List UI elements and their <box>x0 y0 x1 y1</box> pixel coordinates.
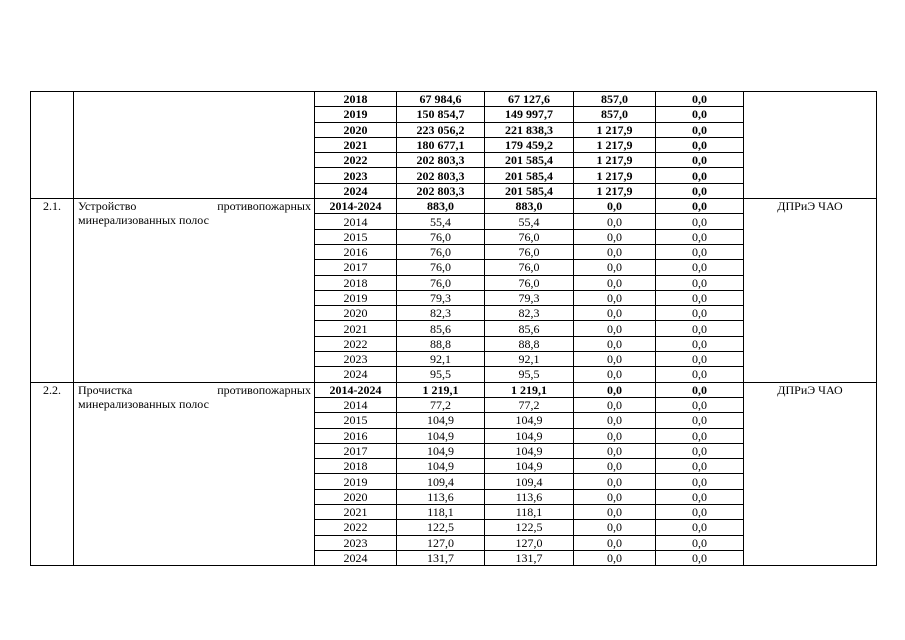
okrug-budget-cell: 131,7 <box>485 550 574 565</box>
total-cell: 79,3 <box>397 290 485 305</box>
year-cell: 2024 <box>315 550 397 565</box>
federal-budget-cell: 0,0 <box>574 505 656 520</box>
federal-budget-cell: 1 217,9 <box>574 168 656 183</box>
other-sources-cell: 0,0 <box>656 137 744 152</box>
executor-cell: ДПРиЭ ЧАО <box>744 199 877 383</box>
year-cell: 2020 <box>315 489 397 504</box>
section-total-row <box>31 199 877 214</box>
executor-cell: ДПРиЭ ЧАО <box>744 382 877 566</box>
federal-budget-cell: 1 217,9 <box>574 153 656 168</box>
okrug-budget-cell: 179 459,2 <box>485 137 574 152</box>
federal-budget-cell: 0,0 <box>574 489 656 504</box>
okrug-budget-cell: 55,4 <box>485 214 574 229</box>
federal-budget-cell: 0,0 <box>574 382 656 397</box>
total-cell: 67 984,6 <box>397 92 485 107</box>
total-cell: 180 677,1 <box>397 137 485 152</box>
total-cell: 104,9 <box>397 459 485 474</box>
other-sources-cell: 0,0 <box>656 352 744 367</box>
year-cell: 2018 <box>315 459 397 474</box>
total-cell: 131,7 <box>397 550 485 565</box>
year-cell: 2022 <box>315 153 397 168</box>
year-cell: 2018 <box>315 275 397 290</box>
activity-name-line2: минерализованных полос <box>78 396 209 411</box>
okrug-budget-cell: 79,3 <box>485 290 574 305</box>
federal-budget-cell: 0,0 <box>574 352 656 367</box>
year-cell: 2022 <box>315 520 397 535</box>
other-sources-cell: 0,0 <box>656 107 744 122</box>
federal-budget-cell: 1 217,9 <box>574 183 656 198</box>
total-cell: 104,9 <box>397 413 485 428</box>
other-sources-cell: 0,0 <box>656 382 744 397</box>
year-cell: 2021 <box>315 505 397 520</box>
federal-budget-cell: 0,0 <box>574 321 656 336</box>
okrug-budget-cell: 76,0 <box>485 275 574 290</box>
okrug-budget-cell: 104,9 <box>485 428 574 443</box>
okrug-budget-cell: 92,1 <box>485 352 574 367</box>
federal-budget-cell: 0,0 <box>574 413 656 428</box>
other-sources-cell: 0,0 <box>656 260 744 275</box>
activity-name-cell <box>74 92 315 199</box>
other-sources-cell: 0,0 <box>656 367 744 382</box>
okrug-budget-cell: 201 585,4 <box>485 168 574 183</box>
other-sources-cell: 0,0 <box>656 443 744 458</box>
year-cell: 2017 <box>315 260 397 275</box>
table-row <box>31 92 877 107</box>
okrug-budget-cell: 76,0 <box>485 244 574 259</box>
other-sources-cell: 0,0 <box>656 321 744 336</box>
federal-budget-cell: 0,0 <box>574 474 656 489</box>
activity-name-cell <box>74 382 315 566</box>
federal-budget-cell: 0,0 <box>574 306 656 321</box>
section-index: 2.1. <box>31 199 74 383</box>
other-sources-cell: 0,0 <box>656 290 744 305</box>
federal-budget-cell: 0,0 <box>574 336 656 351</box>
total-cell: 109,4 <box>397 474 485 489</box>
year-cell: 2021 <box>315 137 397 152</box>
year-cell: 2015 <box>315 229 397 244</box>
total-cell: 202 803,3 <box>397 183 485 198</box>
section-index: 2.2. <box>31 382 74 566</box>
federal-budget-cell: 0,0 <box>574 428 656 443</box>
year-cell: 2023 <box>315 168 397 183</box>
year-cell: 2017 <box>315 443 397 458</box>
other-sources-cell: 0,0 <box>656 550 744 565</box>
section-total-row <box>31 382 877 397</box>
year-cell: 2019 <box>315 290 397 305</box>
other-sources-cell: 0,0 <box>656 168 744 183</box>
total-cell: 122,5 <box>397 520 485 535</box>
total-cell: 92,1 <box>397 352 485 367</box>
year-cell: 2023 <box>315 535 397 550</box>
activity-name-line2: минерализованных полос <box>78 213 209 228</box>
other-sources-cell: 0,0 <box>656 336 744 351</box>
other-sources-cell: 0,0 <box>656 397 744 412</box>
year-cell: 2018 <box>315 92 397 107</box>
okrug-budget-cell: 201 585,4 <box>485 153 574 168</box>
year-cell: 2020 <box>315 122 397 137</box>
other-sources-cell: 0,0 <box>656 275 744 290</box>
total-cell: 223 056,2 <box>397 122 485 137</box>
federal-budget-cell: 0,0 <box>574 443 656 458</box>
federal-budget-cell: 1 217,9 <box>574 137 656 152</box>
federal-budget-cell: 0,0 <box>574 275 656 290</box>
total-cell: 113,6 <box>397 489 485 504</box>
total-cell: 82,3 <box>397 306 485 321</box>
okrug-budget-cell: 104,9 <box>485 443 574 458</box>
okrug-budget-cell: 127,0 <box>485 535 574 550</box>
other-sources-cell: 0,0 <box>656 199 744 214</box>
other-sources-cell: 0,0 <box>656 122 744 137</box>
federal-budget-cell: 0,0 <box>574 260 656 275</box>
okrug-budget-cell: 221 838,3 <box>485 122 574 137</box>
federal-budget-cell: 0,0 <box>574 520 656 535</box>
total-cell: 202 803,3 <box>397 168 485 183</box>
federal-budget-cell: 0,0 <box>574 397 656 412</box>
year-cell: 2014 <box>315 214 397 229</box>
year-cell: 2019 <box>315 474 397 489</box>
year-cell: 2016 <box>315 244 397 259</box>
other-sources-cell: 0,0 <box>656 306 744 321</box>
federal-budget-cell: 0,0 <box>574 550 656 565</box>
okrug-budget-cell: 76,0 <box>485 229 574 244</box>
okrug-budget-cell: 104,9 <box>485 459 574 474</box>
okrug-budget-cell: 883,0 <box>485 199 574 214</box>
total-cell: 118,1 <box>397 505 485 520</box>
federal-budget-cell: 1 217,9 <box>574 122 656 137</box>
total-cell: 76,0 <box>397 260 485 275</box>
activity-name-line1 <box>78 383 311 397</box>
other-sources-cell: 0,0 <box>656 459 744 474</box>
year-cell: 2019 <box>315 107 397 122</box>
year-cell: 2015 <box>315 413 397 428</box>
other-sources-cell: 0,0 <box>656 229 744 244</box>
okrug-budget-cell: 149 997,7 <box>485 107 574 122</box>
activity-name-word: противопожарных <box>217 382 311 397</box>
federal-budget-cell: 0,0 <box>574 290 656 305</box>
federal-budget-cell: 0,0 <box>574 367 656 382</box>
okrug-budget-cell: 95,5 <box>485 367 574 382</box>
total-cell: 104,9 <box>397 443 485 458</box>
other-sources-cell: 0,0 <box>656 183 744 198</box>
other-sources-cell: 0,0 <box>656 244 744 259</box>
executor-cell <box>744 92 877 199</box>
other-sources-cell: 0,0 <box>656 413 744 428</box>
total-cell: 202 803,3 <box>397 153 485 168</box>
other-sources-cell: 0,0 <box>656 535 744 550</box>
okrug-budget-cell: 104,9 <box>485 413 574 428</box>
total-cell: 1 219,1 <box>397 382 485 397</box>
total-cell: 76,0 <box>397 229 485 244</box>
total-cell: 127,0 <box>397 535 485 550</box>
total-cell: 76,0 <box>397 244 485 259</box>
okrug-budget-cell: 77,2 <box>485 397 574 412</box>
year-cell: 2014-2024 <box>315 199 397 214</box>
index-cell <box>31 92 74 199</box>
okrug-budget-cell: 85,6 <box>485 321 574 336</box>
okrug-budget-cell: 1 219,1 <box>485 382 574 397</box>
total-cell: 104,9 <box>397 428 485 443</box>
total-cell: 55,4 <box>397 214 485 229</box>
year-cell: 2016 <box>315 428 397 443</box>
activity-name-word: противопожарных <box>217 199 311 214</box>
okrug-budget-cell: 109,4 <box>485 474 574 489</box>
federal-budget-cell: 0,0 <box>574 229 656 244</box>
activity-name-word: Прочистка <box>78 382 133 397</box>
year-cell: 2014 <box>315 397 397 412</box>
year-cell: 2014-2024 <box>315 382 397 397</box>
total-cell: 76,0 <box>397 275 485 290</box>
total-cell: 77,2 <box>397 397 485 412</box>
program-funding-table <box>30 91 877 566</box>
other-sources-cell: 0,0 <box>656 489 744 504</box>
okrug-budget-cell: 201 585,4 <box>485 183 574 198</box>
total-cell: 88,8 <box>397 336 485 351</box>
activity-name-cell <box>74 199 315 383</box>
federal-budget-cell: 0,0 <box>574 459 656 474</box>
federal-budget-cell: 857,0 <box>574 92 656 107</box>
year-cell: 2024 <box>315 183 397 198</box>
table-body <box>31 92 877 566</box>
other-sources-cell: 0,0 <box>656 92 744 107</box>
year-cell: 2021 <box>315 321 397 336</box>
federal-budget-cell: 0,0 <box>574 199 656 214</box>
okrug-budget-cell: 88,8 <box>485 336 574 351</box>
other-sources-cell: 0,0 <box>656 428 744 443</box>
federal-budget-cell: 0,0 <box>574 244 656 259</box>
other-sources-cell: 0,0 <box>656 153 744 168</box>
total-cell: 85,6 <box>397 321 485 336</box>
federal-budget-cell: 0,0 <box>574 535 656 550</box>
activity-name-word: Устройство <box>78 199 137 214</box>
other-sources-cell: 0,0 <box>656 520 744 535</box>
year-cell: 2020 <box>315 306 397 321</box>
total-cell: 883,0 <box>397 199 485 214</box>
okrug-budget-cell: 122,5 <box>485 520 574 535</box>
total-cell: 95,5 <box>397 367 485 382</box>
year-cell: 2024 <box>315 367 397 382</box>
other-sources-cell: 0,0 <box>656 214 744 229</box>
year-cell: 2022 <box>315 336 397 351</box>
year-cell: 2023 <box>315 352 397 367</box>
activity-name-line1 <box>78 199 311 213</box>
okrug-budget-cell: 76,0 <box>485 260 574 275</box>
other-sources-cell: 0,0 <box>656 474 744 489</box>
total-cell: 150 854,7 <box>397 107 485 122</box>
okrug-budget-cell: 82,3 <box>485 306 574 321</box>
federal-budget-cell: 0,0 <box>574 214 656 229</box>
okrug-budget-cell: 113,6 <box>485 489 574 504</box>
okrug-budget-cell: 67 127,6 <box>485 92 574 107</box>
federal-budget-cell: 857,0 <box>574 107 656 122</box>
other-sources-cell: 0,0 <box>656 505 744 520</box>
okrug-budget-cell: 118,1 <box>485 505 574 520</box>
